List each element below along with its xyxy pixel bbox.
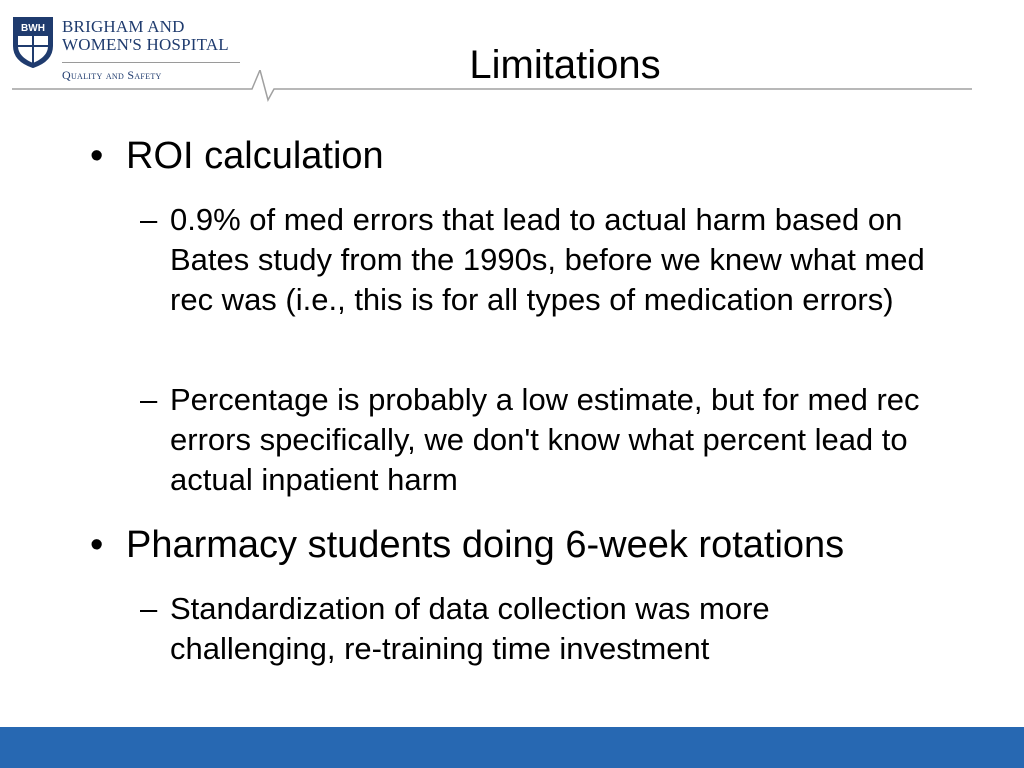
brand-name-line2: WOMEN'S HOSPITAL xyxy=(62,35,229,54)
sub-bullet-item xyxy=(140,589,940,669)
sub-bullet-text: 0.9% of med errors that lead to actual harm based on Bates study from the 1990s, before we knew what med rec was (i.e., this is for all types of medication errors) xyxy=(170,202,925,317)
bullet-text: Pharmacy students doing 6-week rotations xyxy=(126,524,845,566)
sub-bullet-item xyxy=(140,200,940,320)
slide-title: Limitations xyxy=(469,43,661,87)
logo-divider xyxy=(62,62,240,63)
sub-bullet-item xyxy=(140,380,940,500)
footer-bar xyxy=(0,727,1024,768)
bullet-marker: • xyxy=(90,524,104,566)
brand-name xyxy=(62,18,229,54)
sub-bullet-text: Percentage is probably a low estimate, but for med rec errors specifically, we don't know what percent lead to actual inpatient harm xyxy=(170,382,920,497)
shield-icon xyxy=(12,16,54,68)
logo-abbr: BWH xyxy=(21,23,45,34)
dash-marker: – xyxy=(140,591,158,626)
brand-name-line1: BRIGHAM AND xyxy=(62,17,185,36)
bullet-text: ROI calculation xyxy=(126,135,384,177)
sub-bullet-text: Standardization of data collection was more challenging, re-training time investment xyxy=(170,591,770,666)
dash-marker: – xyxy=(140,382,158,417)
brand-subtitle: Quality and Safety xyxy=(62,68,162,82)
bullet-marker: • xyxy=(90,135,104,177)
dash-marker: – xyxy=(140,202,158,237)
